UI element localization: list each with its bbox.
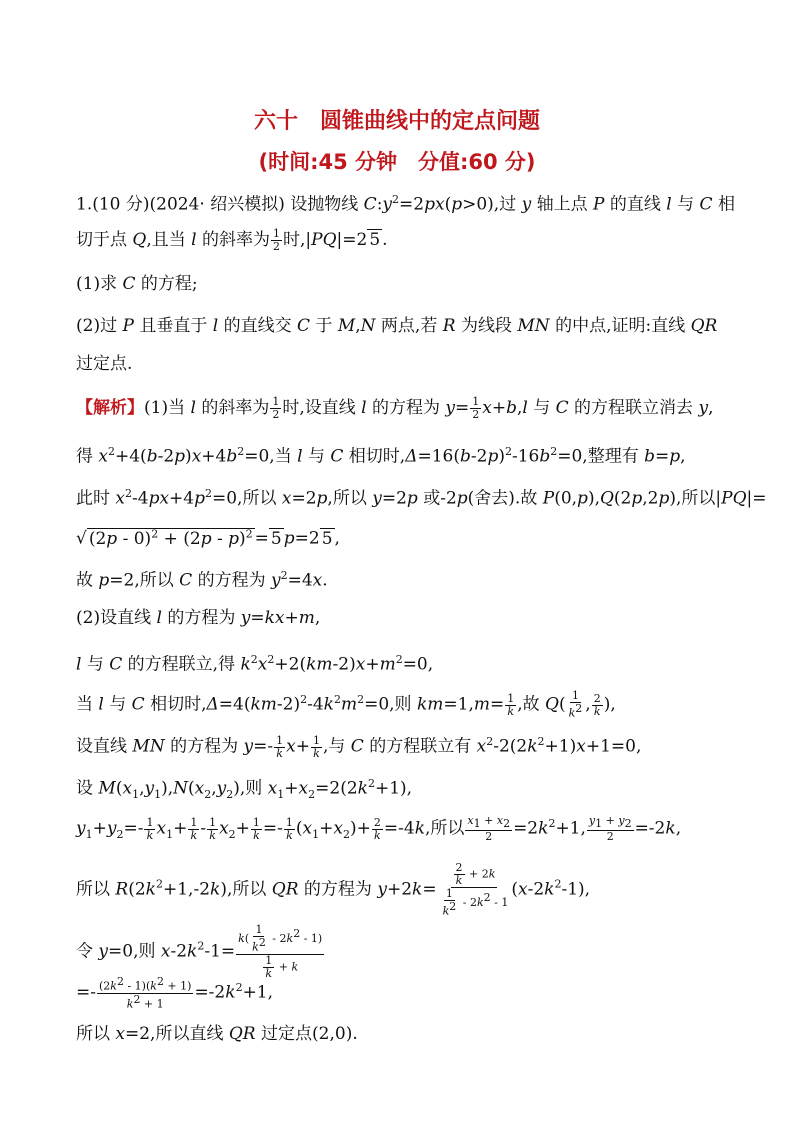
solution-line-2: 得 $x^2+4(b-2p)x+4b^2=0$,当 l 与 C 相切时$,\Delta=16(b-2p)^2-16b^2=0$,整理有 b=p,	[76, 445, 686, 467]
solution-line-12: 所以 $R(2k^2+1,-2k)$,所以 QR 的方程为 y+2k= $\frac{2}{k}$ + 2k $\frac{1}{k^2}$ - $2k^2 - 1$ $(x-2k^2-1)$,	[76, 861, 591, 918]
solution-line-9: 设直线 MN 的方程为 y=- $\frac{1}{k}$ x+ $\frac{1}{k}$ ,与 C 的方程联立有 $x^2-2(2k^2+1)x+1=0$,	[76, 733, 642, 760]
page-title: 六十 圆锥曲线中的定点问题	[253, 109, 540, 134]
solution-tag: 【解析】	[76, 398, 144, 418]
solution-line-6: (2)设直线 l 的方程为 y=kx+m,	[76, 608, 321, 628]
solution-line-13: 令 y=0,则 $x-2k^2-1=$ k( $\frac{1}{k^2}$ - $2k^2 - 1$) $\frac{1}{k}$ + k	[76, 923, 323, 980]
problem-part-1: (1)求 C 的方程;	[76, 274, 198, 294]
solution-line-7: l 与 C 的方程联立,得 $k^2x^2+2(km-2)x+m^2=0$,	[76, 653, 434, 675]
solution-line-3: 此时 $x^2-4px+4p^2=0$,所以 x=2p,所以 y=2p 或-2p(舍去).故 P(0,p),Q(2p,2p),所以|PQ|=	[76, 487, 767, 509]
problem-line-2: 切于点 Q,且当 l 的斜率为 $\frac{1}{2}$ 时,|PQ|=2 5 .	[76, 227, 388, 253]
solution-line-14: =- $\frac{(2k^2 - 1)(k^2 + 1)}{k^2 + 1}$ $=-2k^2+1$,	[76, 975, 274, 1011]
solution-line-11: $y_1+y_2=-$ $\frac{1}{k}$ $x_1+$ $\frac{1}{k}$ - $\frac{1}{k}$ $x_2+$ $\frac{1}{k}$ =- $\frac{1}{k}$ $(x_1+x_2)+$ $\frac{2}{k}$ =-4k,所以 $\frac{x_1 + x_2}{2}$ $=2k^2+1$, $\frac{y_1 + y_2}{2}$ =-2k,	[76, 814, 682, 844]
solution-line-5: 故 p=2,所以 C 的方程为 $y^2=4x$.	[76, 569, 328, 591]
problem-part-2-line-2: 过定点.	[76, 354, 133, 374]
solution-line-10: 设 $M(x_1,y_1),N(x_2,y_2)$,则 $x_1+x_2=2(2k^2+1)$,	[76, 777, 413, 802]
problem-part-2-line-1: (2)过 P 且垂直于 l 的直线交 C 于 M,N 两点,若 R 为线段 MN 的中点,证明:直线 QR	[76, 316, 718, 336]
solution-line-1: 【解析】(1)当 l 的斜率为 $\frac{1}{2}$ 时,设直线 l 的方程为 y= $\frac{1}{2}$ x+b,l 与 C 的方程联立消去 y,	[76, 395, 714, 421]
solution-line-4: √ (2p - 0)$^2$ + (2p - p)$^2$ = 5 p=2 5 ,	[76, 527, 340, 549]
solution-line-15: 所以 x=2,所以直线 QR 过定点(2,0).	[76, 1024, 358, 1044]
problem-line-1: 1.(10 分)(2024· 绍兴模拟) 设抛物线 $C:y^2=2px(p>0)$,过 y 轴上点 P 的直线 l 与 C 相	[76, 193, 735, 215]
solution-line-8: 当 l 与 C 相切时$,\Delta=4(km-2)^2-4k^2m^2=0$,则 km=1,m= $\frac{1}{k}$ ,故 Q( $\frac{1}{k^2}$ , $\frac{2}{k}$ ),	[76, 689, 616, 720]
page-subtitle: (时间:45 分钟 分值:60 分)	[258, 150, 536, 174]
